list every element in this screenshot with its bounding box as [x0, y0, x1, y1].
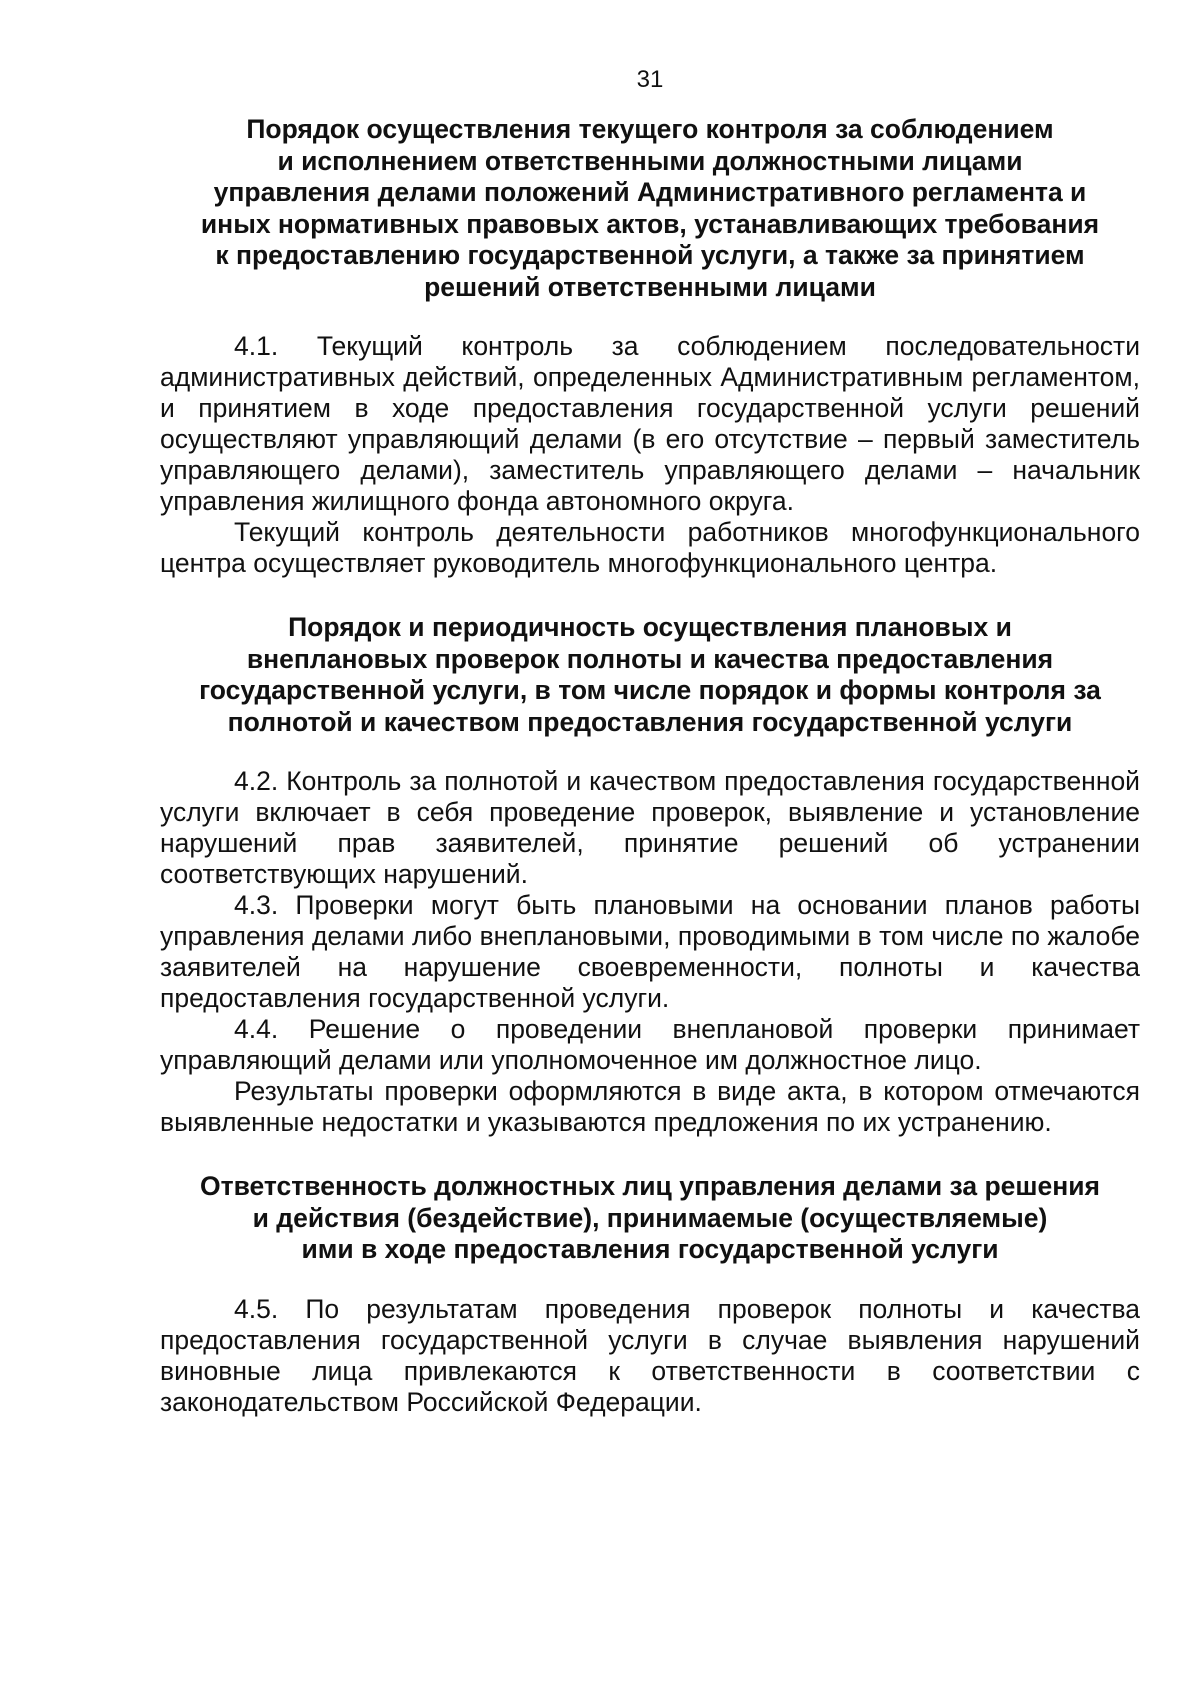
section-title-line: полнотой и качеством предоставления государственной услуги: [227, 706, 1073, 737]
section-title-line: решений ответственными лицами: [424, 271, 876, 302]
page-number: 31: [636, 66, 664, 93]
section-title-line: и исполнением ответственными должностными лицами: [277, 145, 1023, 176]
paragraph: 4.2. Контроль за полнотой и качеством предоставления государственной услуги включает в себя проведение проверок, выявление и установление нарушений прав заявителей, принятие решений об устранении соответствующих нарушений.: [160, 766, 1140, 889]
paragraph: Текущий контроль деятельности работников многофункционального центра осуществляет руководитель многофункционального центра.: [160, 517, 1140, 578]
section-title-line: Ответственность должностных лиц управления делами за решения: [200, 1171, 1100, 1201]
document-page: [160, 60, 1140, 1418]
paragraph: 4.4. Решение о проведении внеплановой проверки принимает управляющий делами или уполномоченное им должностное лицо.: [160, 1014, 1140, 1075]
section-title-line: управления делами положений Административного регламента и: [213, 177, 1087, 207]
paragraph: 4.3. Проверки могут быть плановыми на основании планов работы управления делами либо внеплановыми, проводимыми в том числе по жалобе заявителей на нарушение своевременности, полноты и качества предоставления государственной услуги.: [160, 890, 1140, 1013]
section-title-line: к предоставлению государственной услуги, а также за принятием: [215, 240, 1085, 270]
section-title-line: Порядок осуществления текущего контроля за соблюдением: [246, 114, 1054, 144]
paragraph: 4.1. Текущий контроль за соблюдением последовательности административных действий, определенных Административным регламентом, и принятием в ходе предоставления государственной услуги решений осуществляют управляющий делами (в его отсутствие – первый заместитель управляющего делами), заместитель управляющего делами – начальник управления жилищного фонда автономного округа.: [160, 331, 1140, 516]
section-title-line: ими в ходе предоставления государственной услуги: [301, 1234, 999, 1264]
section-title: [160, 1171, 1140, 1266]
section-title-line: внеплановых проверок полноты и качества предоставления: [246, 643, 1054, 674]
section-title: [160, 612, 1140, 738]
section-planned-inspections: [160, 612, 1140, 1138]
section-current-control: [160, 114, 1140, 579]
section-title-line: Порядок и периодичность осуществления плановых и: [288, 612, 1012, 642]
section-title-line: иных нормативных правовых актов, устанавливающих требования: [200, 208, 1100, 239]
paragraph: Результаты проверки оформляются в виде акта, в котором отмечаются выявленные недостатки и указываются предложения по их устранению.: [160, 1076, 1140, 1137]
section-title: [160, 114, 1140, 303]
paragraph: 4.5. По результатам проведения проверок полноты и качества предоставления государственной услуги в случае выявления нарушений виновные лица привлекаются к ответственности в соответствии с законодательством Российской Федерации.: [160, 1293, 1140, 1417]
section-responsibility: [160, 1171, 1140, 1418]
section-title-line: и действия (бездействие), принимаемые (осуществляемые): [252, 1202, 1048, 1233]
section-title-line: государственной услуги, в том числе порядок и формы контроля за: [199, 675, 1101, 705]
